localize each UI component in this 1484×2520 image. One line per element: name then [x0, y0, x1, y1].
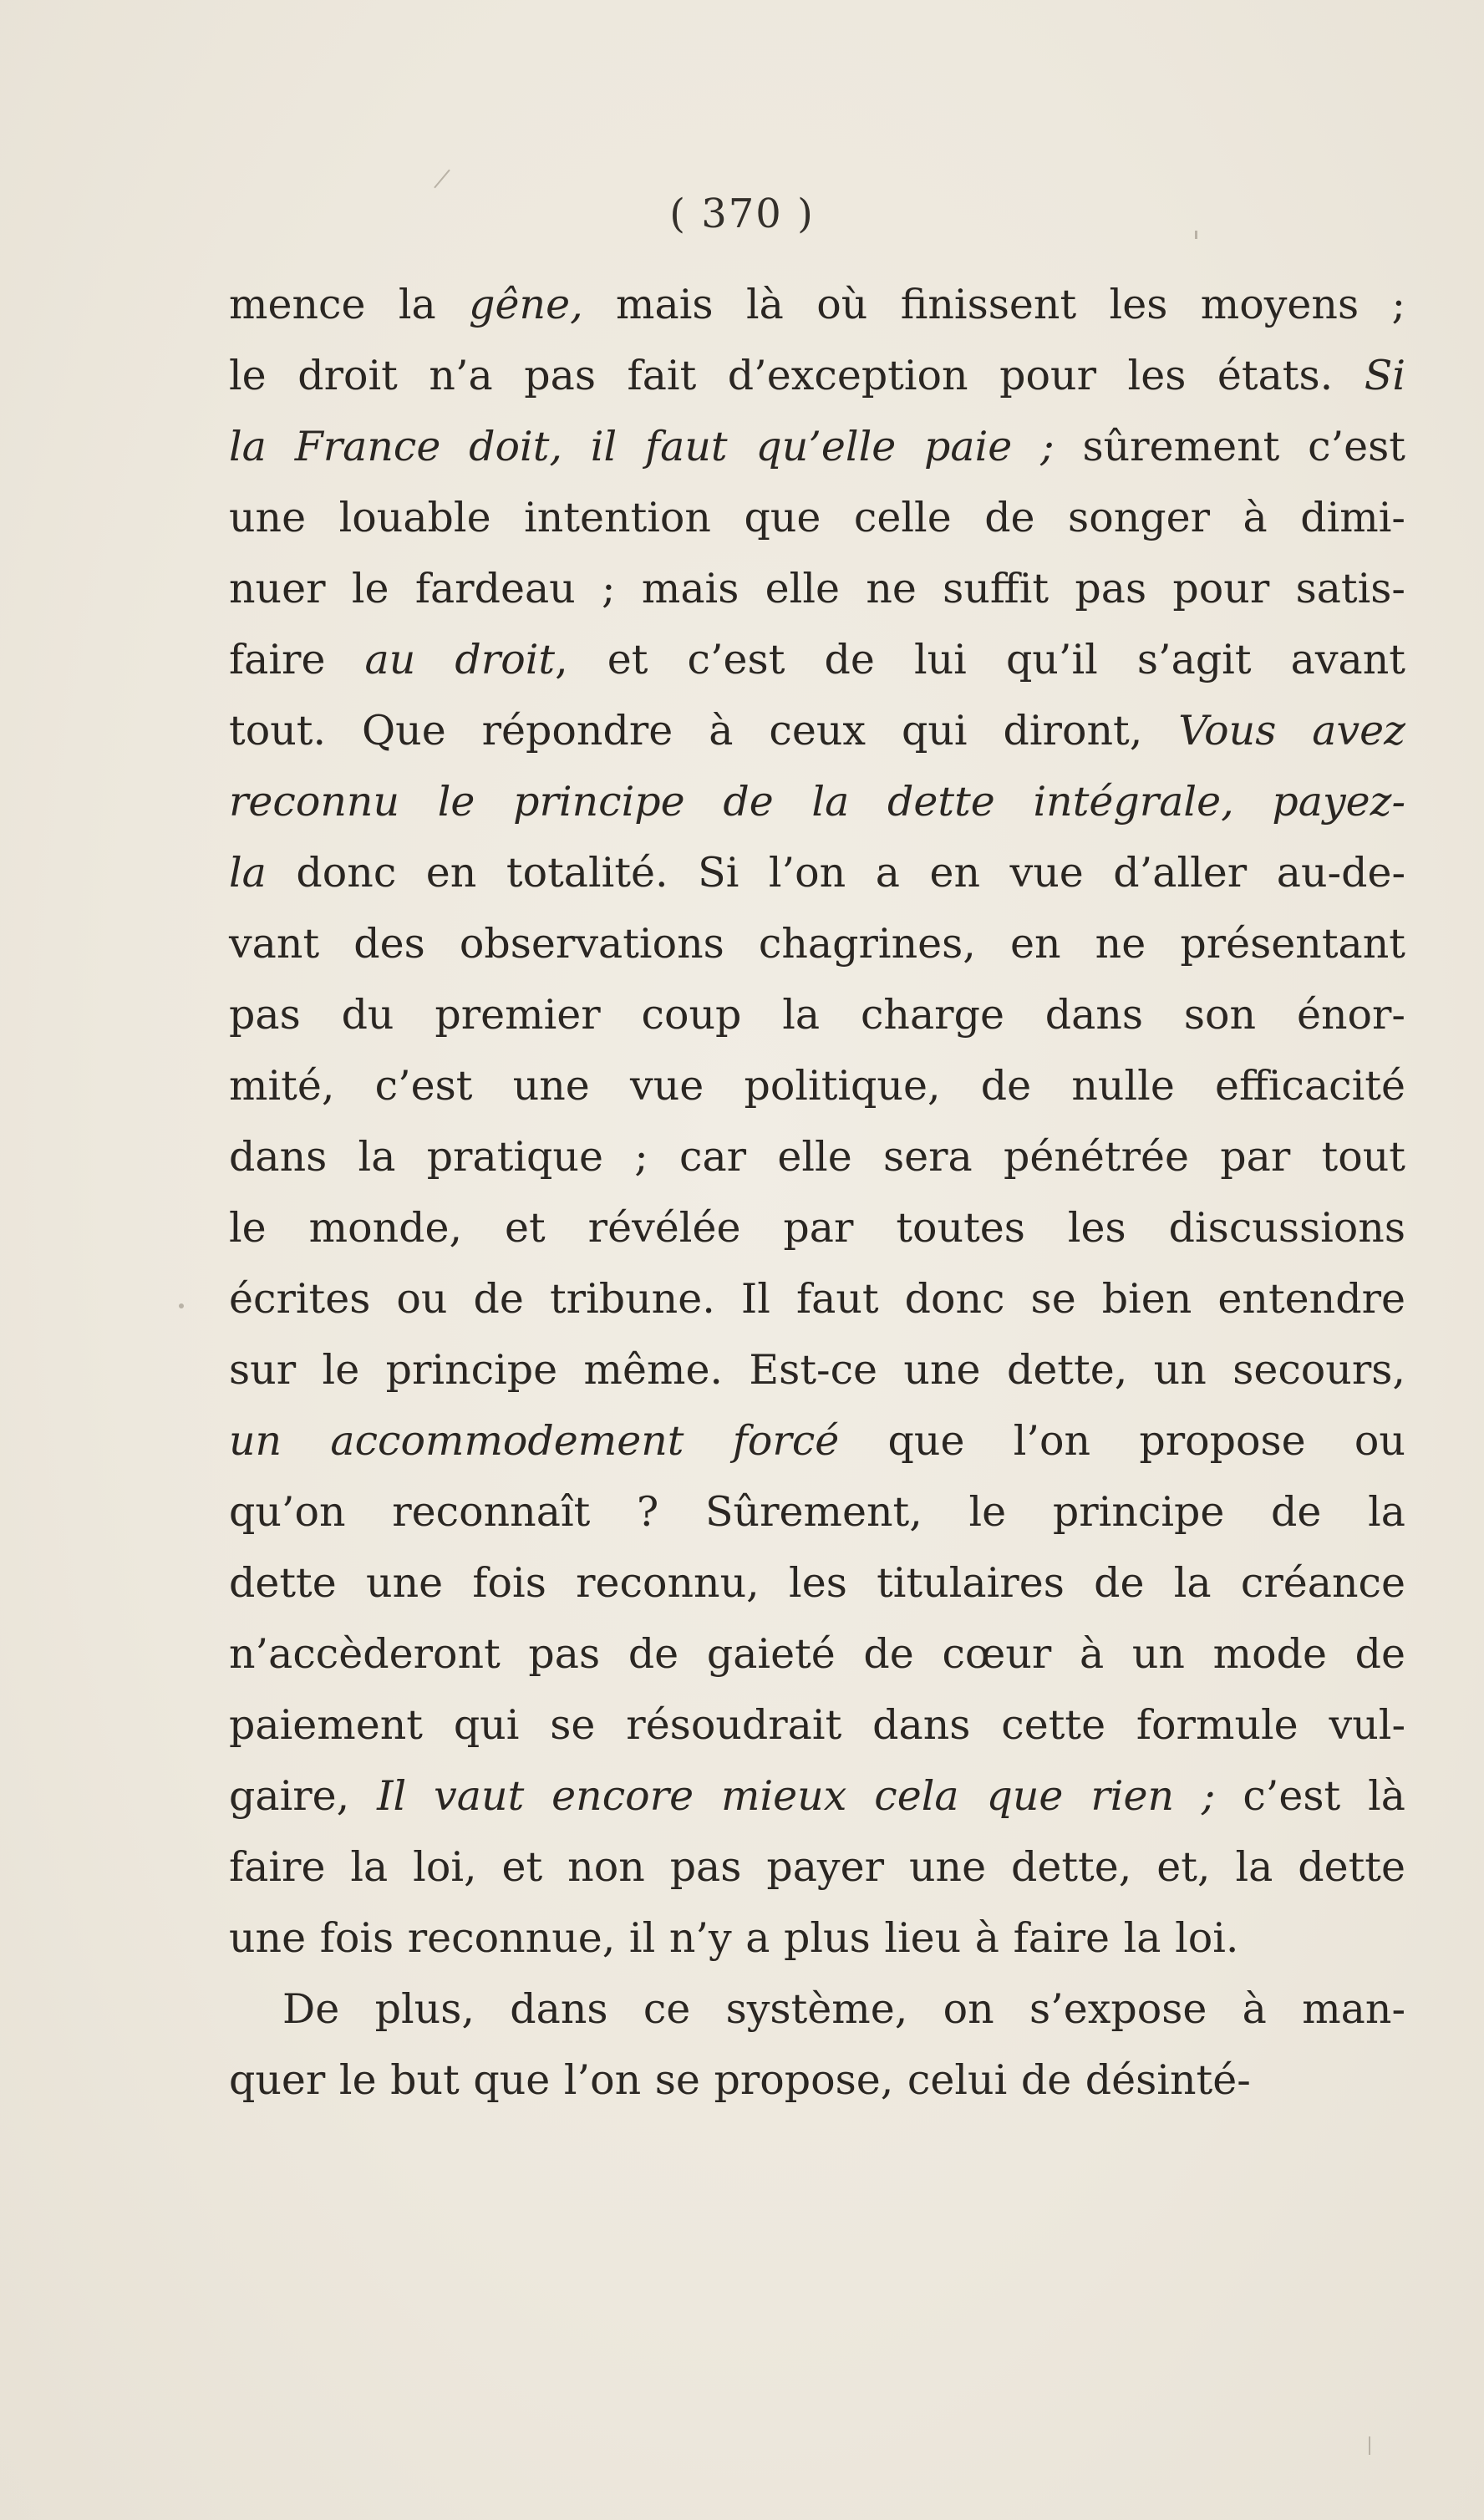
text-run: , et c’est de lui qu’il s’agit avant	[555, 636, 1406, 683]
text-run: le monde, et révélée par toutes les discussions	[229, 1204, 1405, 1252]
text-run: écrites ou de tribune. Il faut donc se bien entendre	[229, 1275, 1405, 1323]
text-line	[229, 482, 1405, 553]
text-run: mité, c’est une vue politique, de nulle efficacité	[229, 1062, 1405, 1110]
text-line	[229, 979, 1405, 1050]
text-line	[229, 1547, 1405, 1618]
text-line	[229, 1903, 1405, 1974]
italic-text: Il vaut encore mieux cela que rien ;	[377, 1772, 1216, 1820]
text-run: mence la	[229, 281, 470, 328]
text-line	[229, 340, 1405, 411]
text-run: c’est là	[1215, 1772, 1406, 1820]
italic-text: reconnu le principe de la dette intégrale, payez-	[229, 778, 1405, 826]
text-line	[229, 695, 1405, 766]
text-line	[229, 624, 1405, 695]
italic-text: la France doit, il faut qu’elle paie ;	[229, 423, 1055, 470]
italic-text: Si	[1364, 352, 1405, 399]
text-run: De plus, dans ce système, on s’expose à man-	[282, 1985, 1405, 2033]
text-line	[229, 1192, 1405, 1263]
italic-text: au droit	[364, 636, 556, 683]
italic-text: Vous avez	[1178, 707, 1405, 754]
text-run: mais là où finissent les moyens ;	[582, 281, 1406, 328]
paper-speck	[1369, 2436, 1370, 2455]
italic-text: gêne,	[469, 281, 583, 328]
page-number: ( 370 )	[669, 191, 815, 237]
text-run: sur le principe même. Est-ce une dette, un secours,	[229, 1346, 1405, 1394]
text-run: qu’on reconnaît ? Sûrement, le principe de la	[229, 1488, 1405, 1536]
text-run: une fois reconnue, il n’y a plus lieu à faire la loi.	[229, 1914, 1239, 1962]
italic-text: un accommodement forcé	[229, 1417, 840, 1465]
text-line	[229, 411, 1405, 482]
text-run: que l’on propose ou	[839, 1417, 1405, 1465]
text-line	[229, 766, 1405, 837]
italic-text: la	[229, 849, 267, 897]
text-run: nuer le fardeau ; mais elle ne suffit pas pour satis-	[229, 565, 1405, 612]
text-run: tout. Que répondre à ceux qui diront,	[229, 707, 1179, 754]
text-run: faire	[229, 636, 365, 683]
text-run: sûrement c’est	[1054, 423, 1405, 470]
text-line	[229, 1121, 1405, 1192]
text-run: pas du premier coup la charge dans son énor-	[229, 991, 1405, 1039]
text-run: faire la loi, et non pas payer une dette, et, la dette	[229, 1843, 1405, 1891]
text-line	[229, 1618, 1405, 1689]
text-line	[229, 1476, 1405, 1547]
text-run: paiement qui se résoudrait dans cette formule vul-	[229, 1701, 1405, 1749]
text-line	[229, 1832, 1405, 1903]
paper-speck	[434, 170, 450, 189]
text-run: le droit n’a pas fait d’exception pour les états.	[229, 352, 1365, 399]
body-text	[229, 269, 1405, 2116]
text-run: gaire,	[229, 1772, 378, 1820]
text-line	[229, 1974, 1405, 2045]
text-line	[229, 1405, 1405, 1476]
text-line	[229, 553, 1405, 624]
paper-speck	[179, 1303, 184, 1308]
text-line	[229, 1050, 1405, 1121]
text-line	[229, 1334, 1405, 1405]
text-line	[229, 908, 1405, 979]
text-line	[229, 1760, 1405, 1832]
text-line	[229, 1263, 1405, 1334]
text-run: une louable intention que celle de songer à dimi-	[229, 494, 1405, 541]
text-line	[229, 1689, 1405, 1760]
text-run: vant des observations chagrines, en ne présentant	[229, 920, 1405, 968]
text-line	[229, 269, 1405, 340]
text-run: dans la pratique ; car elle sera pénétrée par tout	[229, 1133, 1405, 1181]
text-run: quer le but que l’on se propose, celui de désinté-	[229, 2056, 1251, 2104]
text-line	[229, 837, 1405, 908]
text-line	[229, 2045, 1405, 2116]
text-run: donc en totalité. Si l’on a en vue d’aller au-de-	[266, 849, 1405, 897]
text-run: dette une fois reconnu, les titulaires de la créance	[229, 1559, 1405, 1607]
text-run: n’accèderont pas de gaieté de cœur à un mode de	[229, 1630, 1405, 1678]
